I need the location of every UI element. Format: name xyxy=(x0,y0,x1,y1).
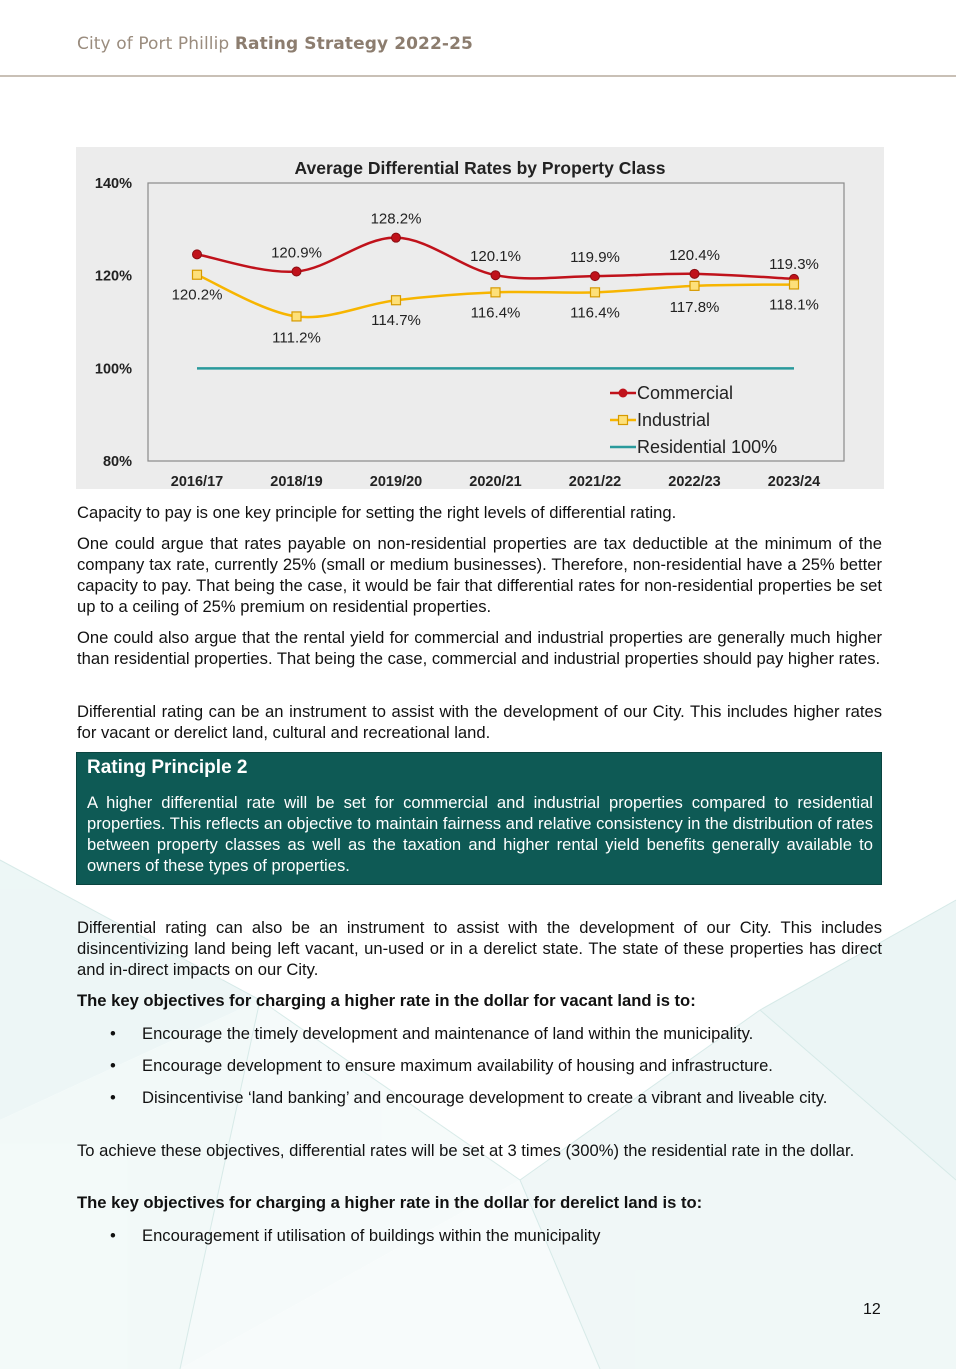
list-item-text: Encourage the timely development and maintenance of land within the municipality. xyxy=(142,1024,754,1043)
data-point-industrial xyxy=(591,288,600,297)
data-label: 120.2% xyxy=(171,286,223,304)
y-tick-label: 120% xyxy=(94,268,132,285)
data-label: 120.4% xyxy=(669,246,720,264)
data-point-commercial xyxy=(392,233,401,242)
data-point-commercial xyxy=(591,272,600,281)
data-point-industrial xyxy=(392,296,401,305)
data-point-commercial xyxy=(491,271,500,280)
header-org: City of Port Phillip xyxy=(77,34,230,54)
paragraph-4-text: Differential rating can be an instrument to assist with the development of our City. This includes higher rates for vacant or derelict land, cultural and recreational land. xyxy=(77,702,882,742)
chart-title: Average Differential Rates by Property Class xyxy=(294,158,666,178)
paragraph-4 xyxy=(77,701,882,743)
paragraph-1 xyxy=(77,502,882,523)
data-label: 128.2% xyxy=(370,210,422,228)
data-label: 119.9% xyxy=(570,249,620,267)
chart-container xyxy=(76,147,884,489)
data-point-industrial xyxy=(690,281,699,290)
data-point-industrial xyxy=(790,280,799,289)
y-tick-label: 100% xyxy=(94,361,132,378)
list-item-text: Disincentivise ‘land banking’ and encourage development to create a vibrant and liveable city. xyxy=(142,1088,828,1107)
data-label: 114.7% xyxy=(371,312,421,330)
paragraph-3 xyxy=(77,627,882,669)
data-label: 116.4% xyxy=(570,304,620,322)
paragraph-5 xyxy=(77,917,882,980)
paragraph-6-text: To achieve these objectives, differential rates will be set at 3 times (300%) the residential rate in the dollar. xyxy=(77,1141,855,1160)
data-point-industrial xyxy=(491,288,500,297)
x-tick-label: 2021/22 xyxy=(568,474,622,489)
paragraph-3-text: One could also argue that the rental yield for commercial and industrial properties are generally much higher than residential properties. That being the case, commercial and industrial properties should pay higher rates. xyxy=(77,628,882,668)
x-tick-label: 2019/20 xyxy=(369,474,423,489)
data-point-commercial xyxy=(193,250,202,259)
data-point-industrial xyxy=(193,270,202,279)
data-label: 117.8% xyxy=(669,298,720,316)
heading-vacant-land xyxy=(77,990,882,1011)
line-chart xyxy=(76,147,884,489)
x-tick-label: 2023/24 xyxy=(767,474,821,489)
data-label: 118.1% xyxy=(769,296,819,314)
bullet-dot: • xyxy=(110,1024,116,1043)
heading-vacant-land-text: The key objectives for charging a higher rate in the dollar for vacant land is to: xyxy=(77,991,696,1010)
legend-entry: Industrial xyxy=(637,410,711,430)
data-point-commercial xyxy=(690,269,699,278)
data-label: 120.9% xyxy=(271,244,322,262)
data-label: 120.1% xyxy=(470,248,521,266)
heading-derelict-land xyxy=(77,1192,882,1213)
paragraph-2 xyxy=(77,533,882,617)
paragraph-1-text: Capacity to pay is one key principle for setting the right levels of differential rating. xyxy=(77,503,677,522)
legend-marker xyxy=(619,416,628,425)
y-tick-label: 80% xyxy=(102,454,132,470)
heading-derelict-land-text: The key objectives for charging a higher rate in the dollar for derelict land is to: xyxy=(77,1193,703,1212)
x-tick-label: 2018/19 xyxy=(270,474,323,489)
data-label: 111.2% xyxy=(272,329,321,347)
legend-entry: Commercial xyxy=(637,383,734,403)
y-tick-label: 140% xyxy=(94,176,132,192)
x-tick-label: 2020/21 xyxy=(469,474,522,489)
bullet-dot: • xyxy=(110,1056,116,1075)
legend-entry: Residential 100% xyxy=(637,437,778,457)
paragraph-2-text: One could argue that rates payable on non-residential properties are tax deductible at the minimum of the company tax rate, currently 25% (small or medium businesses). Therefore, non-residential have a 25% better capacity to pay. That being the case, it would be fair that differential rates for non-residential properties be set up to a ceiling of 25% premium on residential properties. xyxy=(77,534,882,616)
bullet-dot: • xyxy=(110,1226,116,1245)
x-tick-label: 2016/17 xyxy=(170,474,224,489)
data-label: 116.4% xyxy=(470,304,521,322)
paragraph-6 xyxy=(77,1140,882,1161)
list-item-text: Encourage development to ensure maximum availability of housing and infrastructure. xyxy=(142,1056,773,1075)
rating-principle-box xyxy=(76,752,882,885)
data-point-industrial xyxy=(292,312,301,321)
principle-body: A higher differential rate will be set for commercial and industrial properties compared to residential properties. This reflects an objective to maintain fairness and relative consistency in the distribution of rates between property classes as well as the taxation and higher rental yield benefits generally available to owners of these types of properties. xyxy=(87,793,873,875)
list-item-text: Encouragement if utilisation of buildings within the municipality xyxy=(142,1226,601,1245)
paragraph-5-text: Differential rating can also be an instrument to assist with the development of our City. This includes disincentivizing land being left vacant, un-used or in a derelict state. The state of these properties has direct and in-direct impacts on our City. xyxy=(77,918,882,979)
bullet-dot: • xyxy=(110,1088,116,1107)
principle-title: Rating Principle 2 xyxy=(87,757,248,778)
data-label: 119.3% xyxy=(769,255,819,273)
data-point-commercial xyxy=(292,267,301,276)
legend-marker xyxy=(619,389,628,398)
plot-area xyxy=(148,183,844,461)
page-number: 12 xyxy=(863,1301,881,1318)
header-doc-title: Rating Strategy 2022-25 xyxy=(234,34,473,54)
x-tick-label: 2022/23 xyxy=(668,474,721,489)
page-header xyxy=(0,0,956,77)
header-title xyxy=(77,34,473,54)
